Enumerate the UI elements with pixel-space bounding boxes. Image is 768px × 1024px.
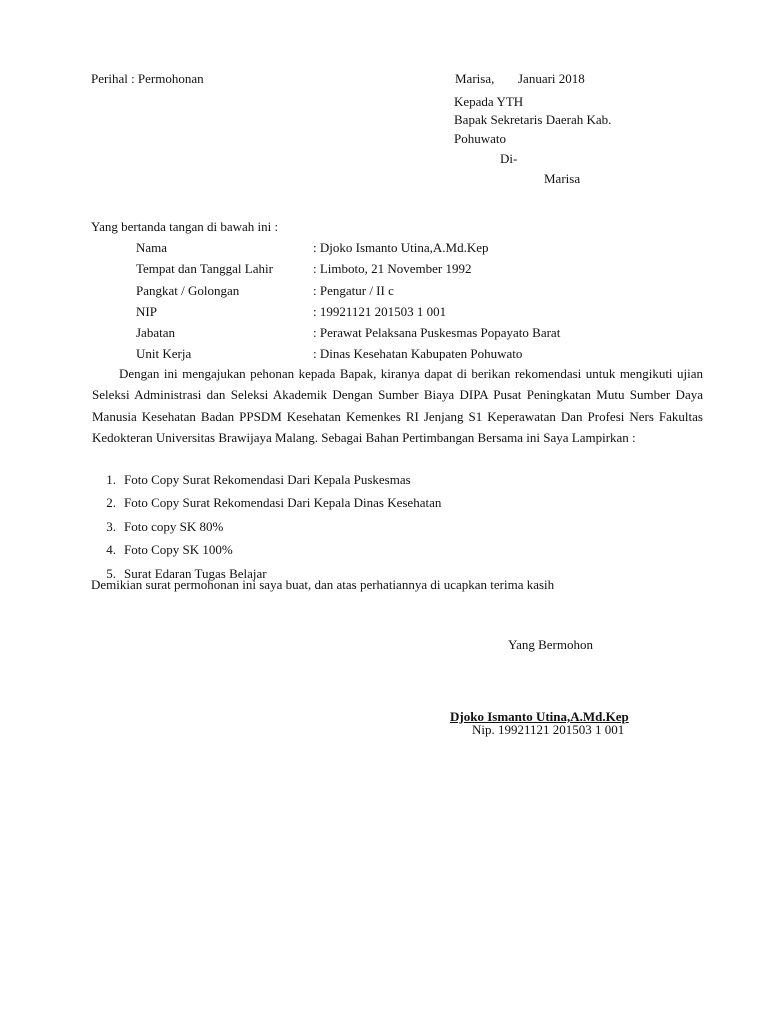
identity-label: Unit Kerja: [136, 346, 192, 361]
signatory-name: Djoko Ismanto Utina,A.Md.Kep: [450, 709, 629, 724]
list-number: 5.: [106, 565, 116, 581]
identity-value: : Djoko Ismanto Utina,A.Md.Kep: [313, 240, 489, 255]
identity-value: : Dinas Kesehatan Kabupaten Pohuwato: [313, 346, 523, 361]
list-item: [92, 472, 441, 495]
letter-date: Januari 2018: [518, 71, 585, 86]
attachment-list: [92, 472, 441, 589]
recipient-line: Bapak Sekretaris Daerah Kab.: [454, 112, 612, 127]
identity-label: Nama: [136, 240, 168, 255]
identity-row: [0, 283, 768, 303]
signatory-nip: Nip. 19921121 201503 1 001: [472, 722, 625, 737]
identity-row: [0, 240, 768, 260]
identity-row: [0, 261, 768, 281]
identity-value: : Pengatur / II c: [313, 283, 394, 298]
identity-value: : Perawat Pelaksana Puskesmas Popayato Barat: [313, 325, 561, 340]
list-item: [92, 495, 441, 518]
identity-label: Tempat dan Tanggal Lahir: [136, 261, 273, 276]
subject-line: Perihal : Permohonan: [91, 71, 204, 86]
list-number: 2.: [106, 495, 116, 511]
body-paragraph-text: Dengan ini mengajukan pehonan kepada Bapak, kiranya dapat di berikan rekomendasi untuk mengikuti ujian Seleksi Administrasi dan Seleksi Akademik Dengan Sumber Biaya DIPA Pusat Peningkatan Mutu Sumber Daya Manusia Kesehatan Badan PPSDM Kesehatan Kemenkes RI Jenjang S1 Keperawatan Dan Profesi Ners Fakultas Kedokteran Universitas Brawijaya Malang. Sebagai Bahan Pertimbangan Bersama ini Saya Lampirkan :: [92, 366, 703, 446]
list-item: [92, 519, 441, 542]
list-text: Foto Copy Surat Rekomendasi Dari Kepala Puskesmas: [124, 472, 411, 487]
identity-row: [0, 325, 768, 345]
identity-value: : Limboto, 21 November 1992: [313, 261, 472, 276]
list-text: Surat Edaran Tugas Belajar: [124, 565, 267, 581]
identity-row: [0, 304, 768, 324]
identity-value: : 19921121 201503 1 001: [313, 304, 447, 319]
list-number: 3.: [106, 518, 116, 534]
identity-label: Pangkat / Golongan: [136, 283, 240, 298]
list-text: Foto Copy Surat Rekomendasi Dari Kepala Dinas Kesehatan: [124, 495, 442, 511]
list-text: Foto copy SK 80%: [124, 518, 224, 534]
recipient-line: Marisa: [544, 171, 581, 186]
identity-label: Jabatan: [136, 325, 175, 340]
recipient-line: Di-: [500, 151, 518, 166]
body-paragraph: [92, 363, 703, 449]
recipient-line: Pohuwato: [454, 131, 506, 146]
closing-text: Demikian surat permohonan ini saya buat, dan atas perhatiannya di ucapkan terima kasih: [91, 577, 555, 592]
signature-label: Yang Bermohon: [508, 637, 593, 652]
list-item: [92, 542, 441, 565]
list-text: Foto Copy SK 100%: [124, 542, 233, 558]
letter-place: Marisa,: [455, 71, 495, 86]
intro-text: Yang bertanda tangan di bawah ini :: [91, 219, 279, 234]
recipient-line: Kepada YTH: [454, 94, 524, 109]
identity-label: NIP: [136, 304, 157, 319]
list-number: 1.: [106, 472, 116, 487]
list-number: 4.: [106, 542, 116, 558]
